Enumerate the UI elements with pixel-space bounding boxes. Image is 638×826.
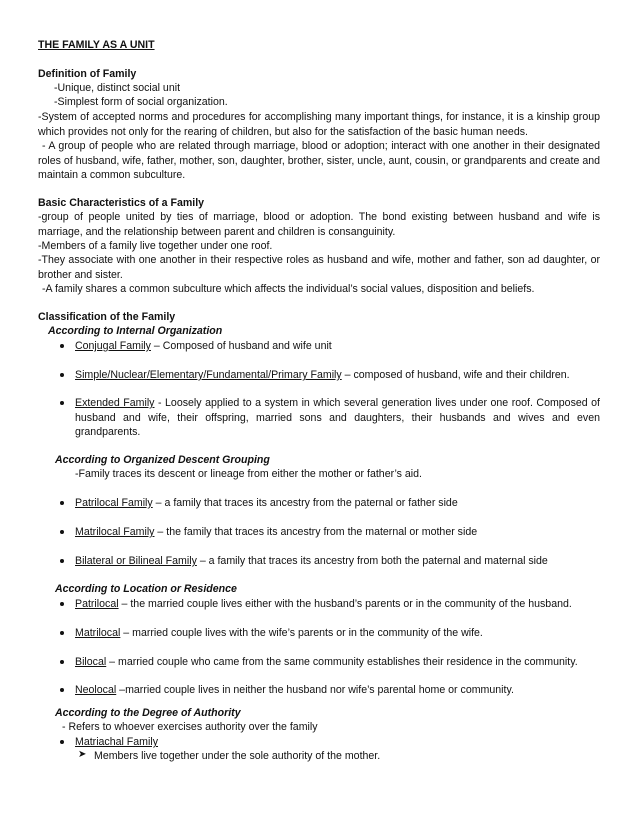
bullet-icon <box>60 602 64 606</box>
term: Patrilocal <box>75 598 119 610</box>
definition-item: -Simplest form of social organization. <box>54 96 228 108</box>
term-desc: – a family that traces its ancestry from the paternal or father side <box>152 497 458 509</box>
definition-item: - A group of people who are related through marriage, blood or adoption; interact with one another in their designated roles of husband, wife, father, mother, son, daughter, brother, sister, uncle, aunt, cousin, or grandparents and create and maintain a common subculture. <box>38 140 600 181</box>
list-item <box>75 339 332 354</box>
term: Matrilocal Family <box>75 526 155 538</box>
term: Simple/Nuclear/Elementary/Fundamental/Primary Family <box>75 369 342 381</box>
term-desc: –married couple lives in neither the husband nor wife’s parental home or community. <box>116 684 514 696</box>
list-item <box>75 735 158 750</box>
term: Bilateral or Bilineal Family <box>75 555 197 567</box>
term-desc: – married couple lives with the wife’s parents or in the community of the wife. <box>120 627 483 639</box>
definition-item: -Unique, distinct social unit <box>54 82 181 94</box>
term: Conjugal Family <box>75 340 151 352</box>
residence-subheading: According to Location or Residence <box>55 583 237 595</box>
descent-note: -Family traces its descent or lineage from either the mother or father’s aid. <box>75 468 422 480</box>
definition-item: -System of accepted norms and procedures for accomplishing many important things, for instance, it is a kinship group which provides not only for the rearing of children, but also for the satisfaction of the basic human needs. <box>38 111 600 138</box>
bullet-icon <box>60 631 64 635</box>
list-item <box>75 597 572 612</box>
bullet-icon <box>60 401 64 405</box>
term: Matriachal Family <box>75 736 159 748</box>
list-item <box>75 525 477 540</box>
term: Extended Family <box>75 397 155 409</box>
bullet-icon <box>60 660 64 664</box>
list-item <box>75 368 570 383</box>
term-desc: – married couple who came from the same community establishes their residence in the community. <box>106 656 578 668</box>
internal-subheading: According to Internal Organization <box>48 325 223 337</box>
authority-subheading: According to the Degree of Authority <box>55 707 241 719</box>
list-item <box>75 496 458 511</box>
bullet-icon <box>60 344 64 348</box>
characteristics-item: -A family shares a common subculture which affects the individual’s social values, disposition and beliefs. <box>42 283 535 295</box>
bullet-icon <box>60 559 64 563</box>
bullet-icon <box>60 530 64 534</box>
term: Neolocal <box>75 684 117 696</box>
descent-subheading: According to Organized Descent Grouping <box>55 454 270 466</box>
authority-note: - Refers to whoever exercises authority over the family <box>62 721 318 733</box>
definition-heading: Definition of Family <box>38 68 137 80</box>
term: Bilocal <box>75 656 107 668</box>
term-desc: – the married couple lives either with the husband’s parents or in the community of the husband. <box>118 598 572 610</box>
characteristics-item: -Members of a family live together under one roof. <box>38 240 273 252</box>
characteristics-heading: Basic Characteristics of a Family <box>38 197 205 209</box>
term-desc: – Composed of husband and wife unit <box>150 340 332 352</box>
arrow-bullet-icon: ➤ <box>78 749 87 760</box>
list-item <box>75 655 578 670</box>
term-desc: – a family that traces its ancestry from both the paternal and maternal side <box>196 555 548 567</box>
bullet-icon <box>60 740 64 744</box>
characteristics-item: -They associate with one another in their respective roles as husband and wife, mother and father, son ad daughter, or brother and sister. <box>38 254 600 281</box>
list-item <box>75 683 514 698</box>
bullet-icon <box>60 373 64 377</box>
term-desc: - Loosely applied to a system in which several generation lives under one roof. Composed of husband and wife, their offspring, married sons and daughters, their husbands and wives and even grandparents. <box>75 397 600 438</box>
sub-list-item: Members live together under the sole authority of the mother. <box>94 750 381 762</box>
term: Matrilocal <box>75 627 121 639</box>
list-item <box>75 396 600 440</box>
bullet-icon <box>60 688 64 692</box>
document-title: THE FAMILY AS A UNIT <box>38 39 155 51</box>
term-desc: – the family that traces its ancestry from the maternal or mother side <box>154 526 478 538</box>
bullet-icon <box>60 501 64 505</box>
classification-heading: Classification of the Family <box>38 311 176 323</box>
term-desc: – composed of husband, wife and their children. <box>341 369 570 381</box>
term: Patrilocal Family <box>75 497 153 509</box>
list-item <box>75 626 483 641</box>
list-item <box>75 554 548 569</box>
characteristics-item: -group of people united by ties of marriage, blood or adoption. The bond existing between husband and wife is marriage, and the relationship between parent and children is consanguinity. <box>38 211 600 238</box>
